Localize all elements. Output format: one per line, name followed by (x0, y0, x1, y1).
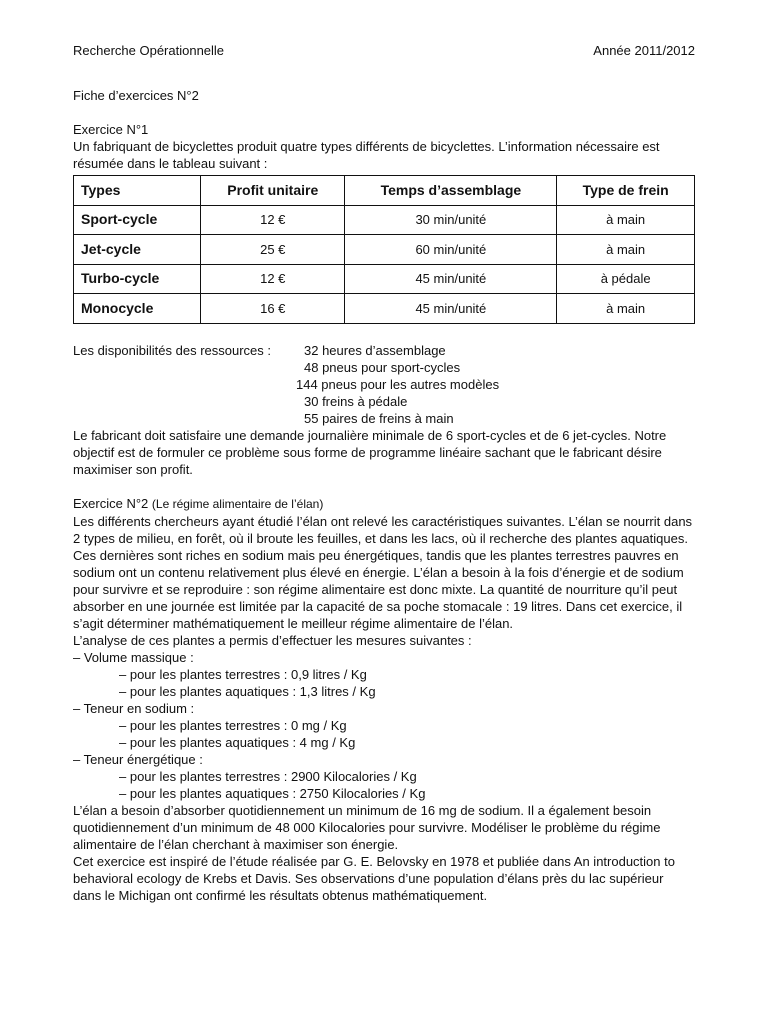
source-paragraph: Cet exercice est inspiré de l’étude réalisée par G. E. Belovsky en 1978 et publiée dans An introduction to behavioral ecology de Krebs et Davis. Ses observations d’une population d’élans près du lac supérieur dans le Michigan ont confirmé les résultats obtenus mathématiquement. (73, 853, 675, 903)
exercise-2-subtitle: (Le régime alimentaire de l’élan) (151, 496, 324, 511)
energy-heading: – Teneur énergétique : (73, 751, 203, 767)
exercise-1 (73, 121, 695, 478)
bicycle-table (73, 175, 695, 324)
table-header-row (74, 176, 695, 206)
document-page (73, 42, 695, 904)
list-item: 55 paires de freins à main (304, 410, 454, 426)
cell-profit: 12 € (201, 264, 345, 294)
cell-type: Sport-cycle (74, 205, 201, 235)
cell-type: Jet-cycle (74, 235, 201, 265)
cell-type: Monocycle (74, 294, 201, 324)
analysis-line: L’analyse de ces plantes a permis d’effectuer les mesures suivantes : (73, 632, 472, 648)
cell-profit: 16 € (201, 294, 345, 324)
list-item: – pour les plantes terrestres : 0 mg / Kg (119, 717, 347, 733)
cell-time: 60 min/unité (345, 235, 557, 265)
cell-brake: à main (557, 205, 695, 235)
list-item: – pour les plantes terrestres : 0,9 litres / Kg (119, 666, 367, 682)
list-item: – pour les plantes aquatiques : 2750 Kilocalories / Kg (119, 785, 426, 801)
exercise-2 (73, 495, 695, 904)
academic-year: Année 2011/2012 (593, 43, 695, 58)
section-spacer (73, 478, 695, 495)
table-row (74, 235, 695, 265)
list-item: 32 heures d’assemblage (304, 342, 446, 358)
cell-brake: à main (557, 294, 695, 324)
exercise-1-conclusion: Le fabricant doit satisfaire une demande journalière minimale de 6 sport-cycles et de 6 jet-cycles. Notre objectif est de formuler ce problème sous forme de programme linéaire sachant que le fabricant désire maximiser son profit. (73, 427, 667, 477)
col-header-types: Types (74, 176, 201, 206)
volume-heading: – Volume massique : (73, 649, 194, 665)
exercise-2-title: Exercice N°2 (73, 495, 149, 511)
col-header-assembly-time: Temps d’assemblage (345, 176, 557, 206)
list-item: – pour les plantes terrestres : 2900 Kilocalories / Kg (119, 768, 417, 784)
cell-type: Turbo-cycle (74, 264, 201, 294)
sodium-heading: – Teneur en sodium : (73, 700, 195, 716)
cell-brake: à pédale (557, 264, 695, 294)
table-row (74, 205, 695, 235)
page-header (73, 42, 695, 59)
exercise-1-title: Exercice N°1 (73, 122, 149, 137)
list-item: 48 pneus pour sport-cycles (304, 359, 461, 375)
col-header-brake-type: Type de frein (557, 176, 695, 206)
cell-time: 45 min/unité (345, 294, 557, 324)
course-title: Recherche Opérationnelle (73, 43, 225, 58)
list-item: – pour les plantes aquatiques : 1,3 litres / Kg (119, 683, 376, 699)
table-row (74, 264, 695, 294)
resources-block (73, 342, 695, 427)
exercise-1-intro: Un fabriquant de bicyclettes produit quatre types différents de bicyclettes. L’information nécessaire est résumée dans le tableau suivant : (73, 139, 660, 171)
resources-list (296, 342, 526, 427)
list-item: – pour les plantes aquatiques : 4 mg / Kg (119, 734, 356, 750)
resources-label: Les disponibilités des ressources : (73, 342, 271, 358)
cell-time: 30 min/unité (345, 205, 557, 235)
cell-brake: à main (557, 235, 695, 265)
list-item: 144 pneus pour les autres modèles (296, 376, 500, 392)
exercise-2-intro: Les différents chercheurs ayant étudié l’élan ont relevé les caractéristiques suivantes. L’élan se nourrit dans 2 types de milieu, en forêt, où il broute les feuilles, et dans les lacs, où il recherche des plantes aquatiques. Ces dernières sont riches en sodium mais peu énergétiques, tandis que les plantes terrestres pauvres en sodium ont un contenu relativement plus élevé en énergie. L’élan a besoin à la fois d’énergie et de sodium pour survivre et se reproduire : son régime alimentaire est donc mixte. La quantité de nourriture qu’il peut absorber en une journée est limitée par la capacité de sa poche stomacale : 19 litres. Dans cet exercice, il s’agit déterminer mathématiquement le meilleur régime alimentaire de l’élan. (73, 513, 693, 631)
col-header-profit: Profit unitaire (201, 176, 345, 206)
table-row (74, 294, 695, 324)
exercise-2-heading (73, 495, 695, 513)
cell-profit: 12 € (201, 205, 345, 235)
sheet-title: Fiche d’exercices N°2 (73, 88, 199, 103)
list-item: 30 freins à pédale (304, 393, 408, 409)
cell-profit: 25 € (201, 235, 345, 265)
cell-time: 45 min/unité (345, 264, 557, 294)
needs-paragraph: L’élan a besoin d’absorber quotidiennement un minimum de 16 mg de sodium. Il a également besoin quotidiennement d’un minimum de 48 000 Kilocalories pour survivre. Modéliser le problème du régime alimentaire de l’élan cherchant à maximiser son énergie. (73, 802, 661, 852)
